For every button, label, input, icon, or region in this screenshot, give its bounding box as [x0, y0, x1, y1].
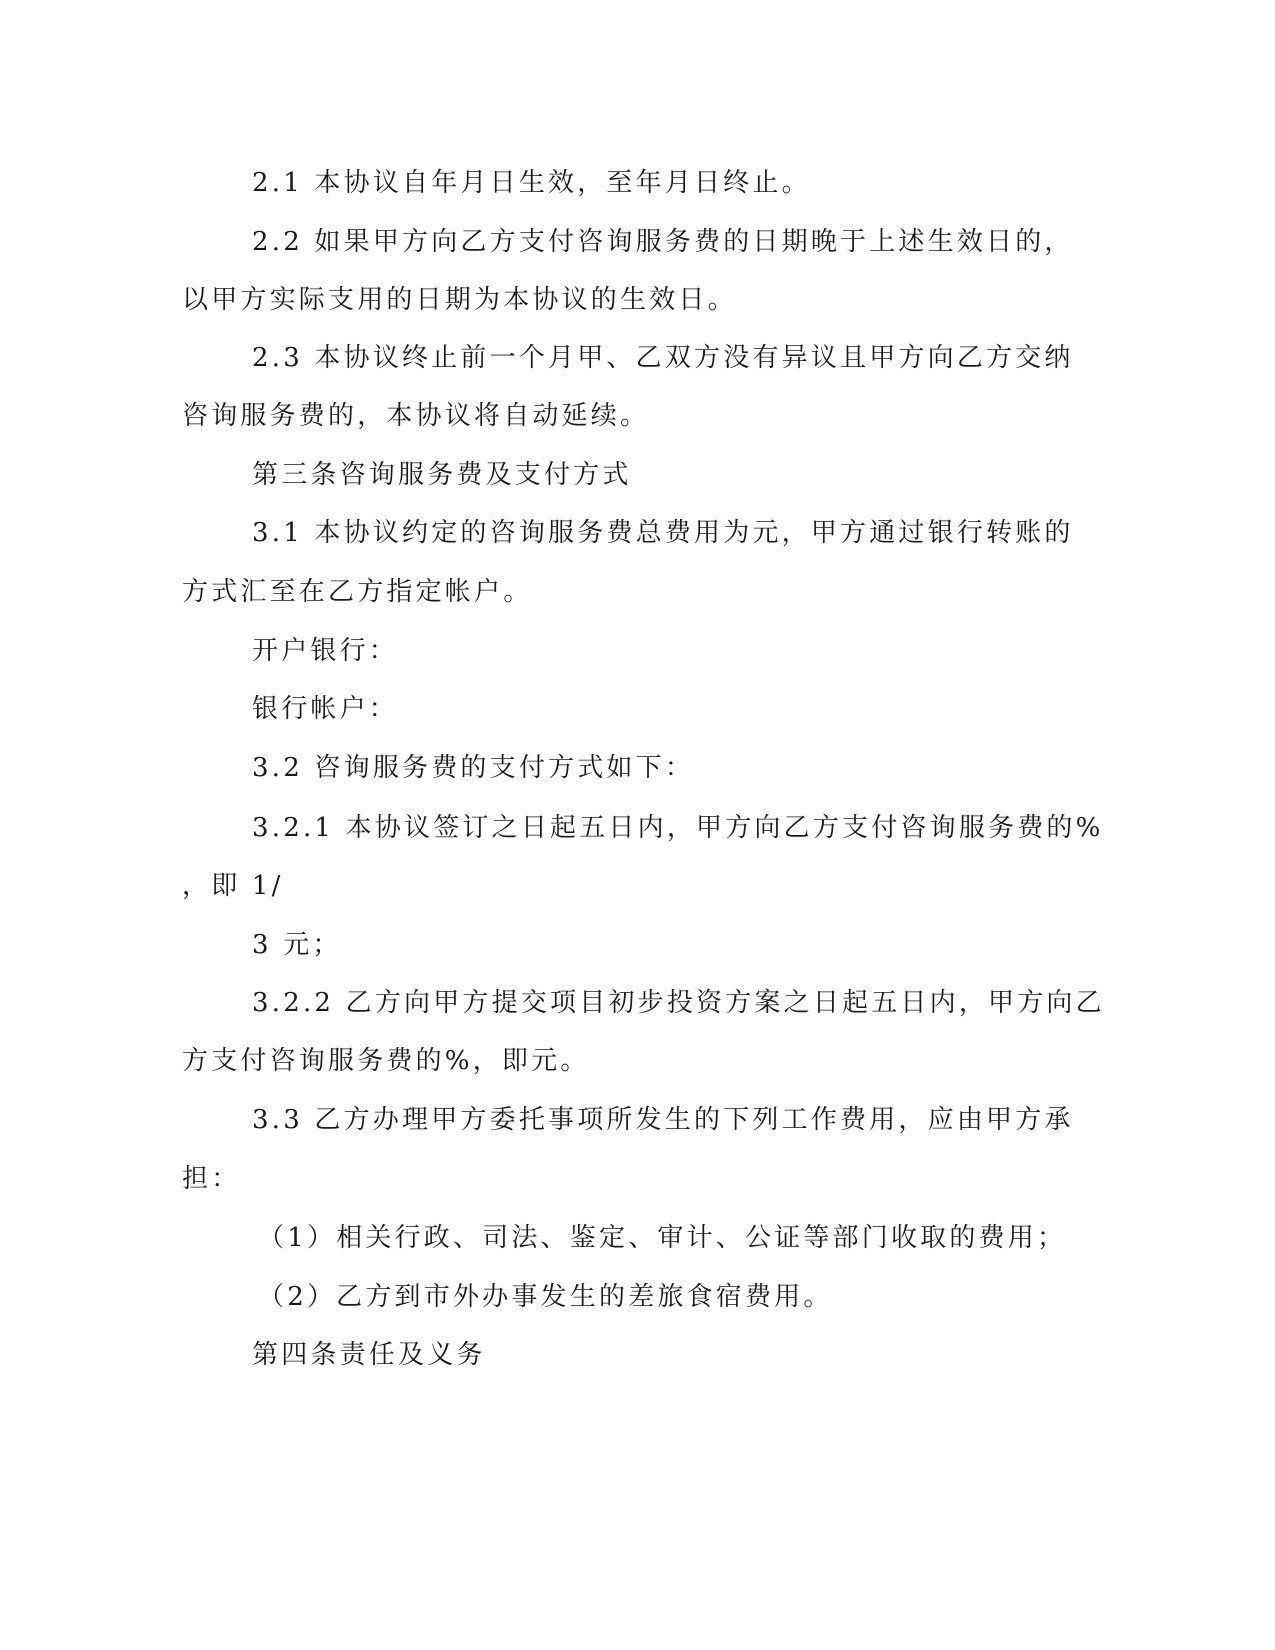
clause-2-1: 2.1 本协议自年月日生效，至年月日终止。: [252, 168, 811, 198]
clause-3-2-1-amount: 3 元；: [252, 930, 342, 960]
bank-account-label: 银行帐户：: [252, 694, 399, 724]
clause-3-2-2-cont: 方支付咨询服务费的%，即元。: [182, 1046, 590, 1076]
expense-item-1: （1）相关行政、司法、鉴定、审计、公证等部门收取的费用；: [258, 1223, 1067, 1253]
clause-3-1: 3.1 本协议约定的咨询服务费总费用为元，甲方通过银行转账的: [252, 518, 1074, 548]
clause-2-3: 2.3 本协议终止前一个月甲、乙双方没有异议且甲方向乙方交纳: [252, 343, 1074, 373]
clause-3-2: 3.2 咨询服务费的支付方式如下：: [252, 753, 695, 783]
clause-3-3-cont: 担：: [182, 1164, 241, 1194]
clause-2-2-cont: 以甲方实际支用的日期为本协议的生效日。: [182, 285, 737, 315]
clause-3-2-1-cont: ，即 1/: [182, 871, 284, 901]
bank-name-label: 开户银行：: [252, 636, 399, 666]
clause-3-2-1: 3.2.1 本协议签订之日起五日内，甲方向乙方支付咨询服务费的%: [252, 813, 1104, 843]
clause-3-1-cont: 方式汇至在乙方指定帐户。: [182, 577, 533, 607]
expense-item-2: （2）乙方到市外办事发生的差旅食宿费用。: [258, 1282, 833, 1312]
article-3-heading: 第三条咨询服务费及支付方式: [252, 460, 632, 490]
article-4-heading: 第四条责任及义务: [252, 1340, 486, 1370]
clause-2-2: 2.2 如果甲方向乙方支付咨询服务费的日期晚于上述生效日的，: [252, 227, 1074, 257]
clause-2-3-cont: 咨询服务费的，本协议将自动延续。: [182, 401, 650, 431]
clause-3-3: 3.3 乙方办理甲方委托事项所发生的下列工作费用，应由甲方承: [252, 1105, 1074, 1135]
clause-3-2-2: 3.2.2 乙方向甲方提交项目初步投资方案之日起五日内，甲方向乙: [252, 988, 1105, 1018]
